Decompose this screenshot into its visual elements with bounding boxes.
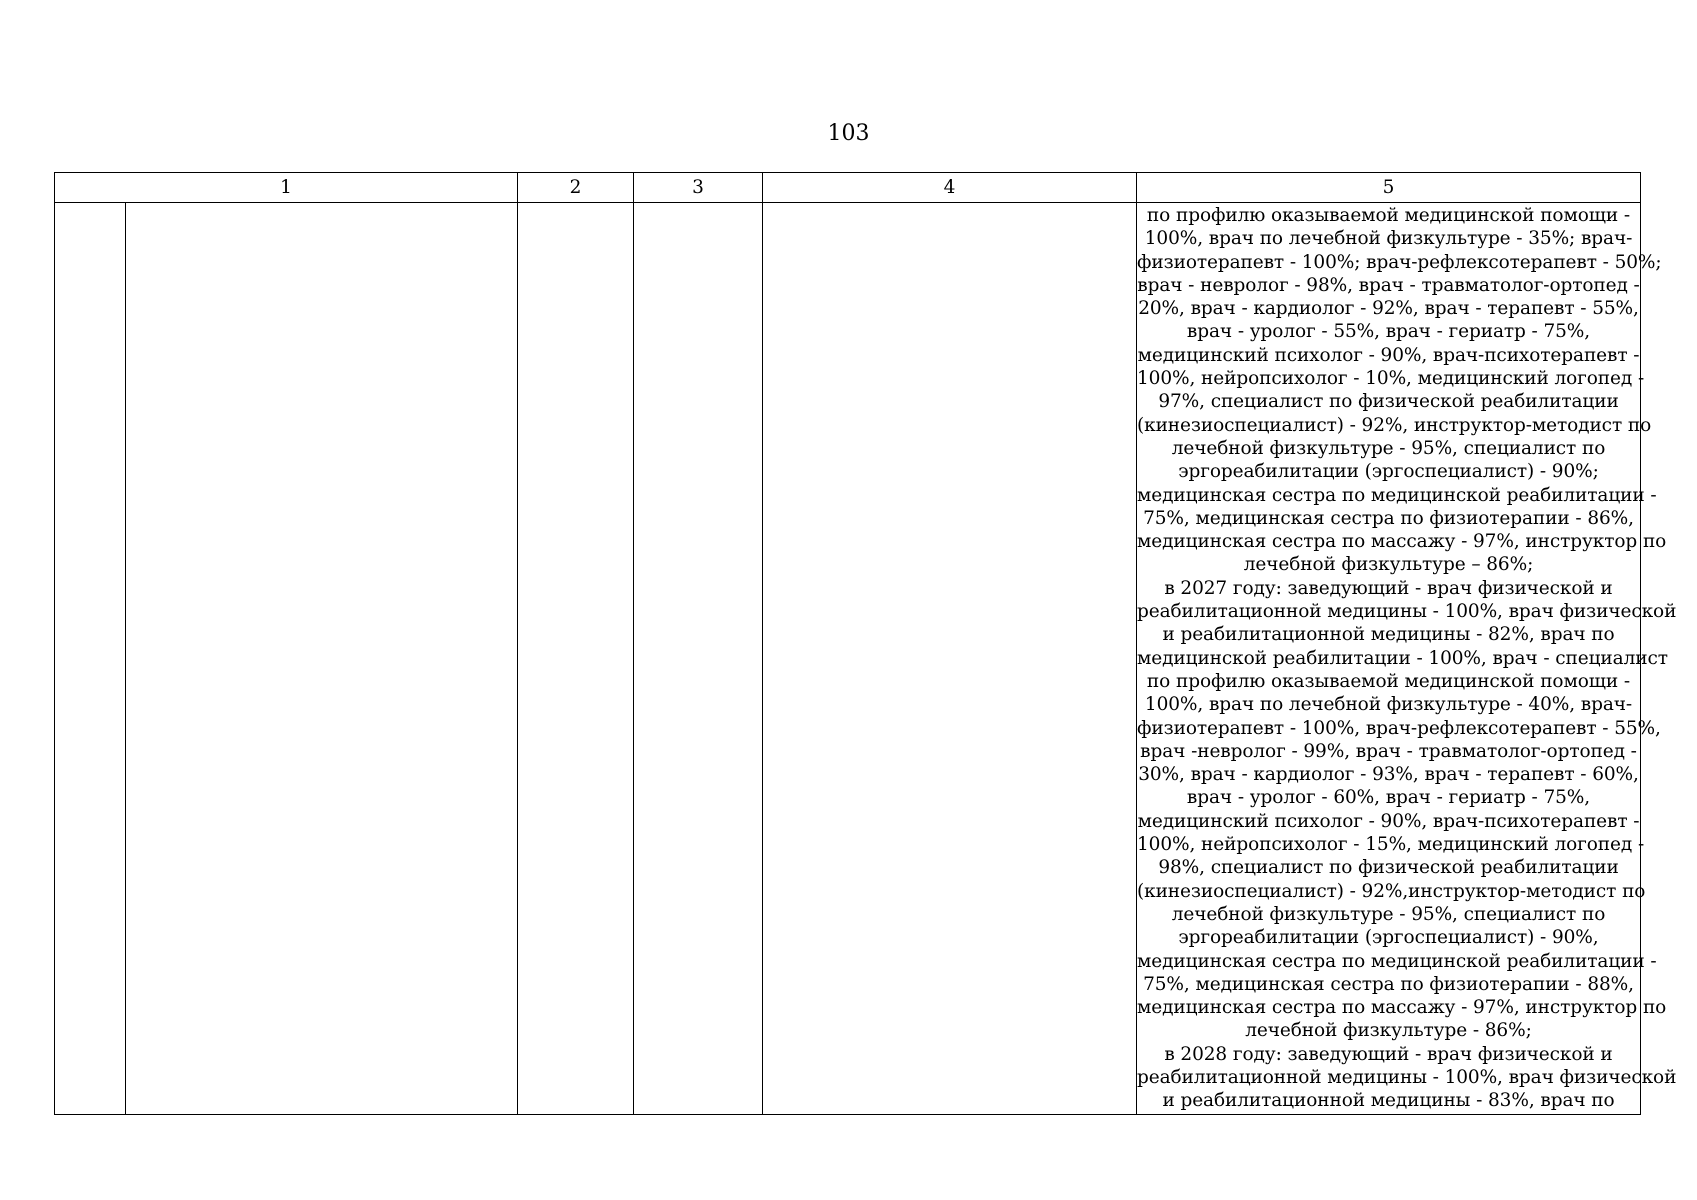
text-line: в 2027 году: заведующий - врач физической и [1164,577,1613,599]
text-line: 30%, врач - кардиолог - 93%, врач - терапевт - 60%, [1138,764,1639,786]
text-line: медицинская сестра по массажу - 97%, инструктор по [1137,531,1667,553]
cell-col-1a [55,203,126,1115]
text-line: эргореабилитации (эргоспециалист) - 90%, [1178,927,1599,949]
text-line: лечебной физкультуре - 95%, специалист по [1171,903,1606,925]
table-row [55,203,1641,1115]
cell-col-5 [1137,203,1677,1115]
text-line: реабилитационной медицины - 100%, врач физической [1137,601,1677,623]
text-line: 100%, врач по лечебной физкультуре - 40%, врач- [1144,694,1633,716]
cell-col-5-text [1137,203,1677,1113]
header-col-1: 1 [55,173,518,203]
header-row [55,173,1641,203]
text-line: врач -невролог - 99%, врач - травматолог-ортопед - [1140,740,1637,762]
text-line: медицинский психолог - 90%, врач-психотерапевт - [1137,810,1640,832]
header-col-2: 2 [518,173,634,203]
text-line: лечебной физкультуре - 86%; [1245,1020,1532,1042]
text-line: лечебной физкультуре - 95%, специалист по [1171,437,1606,459]
cell-col-2 [518,203,634,1115]
text-line: лечебной физкультуре – 86%; [1243,554,1534,576]
text-line: медицинская сестра по медицинской реабилитации - [1137,950,1657,972]
text-line: 75%, медицинская сестра по физиотерапии - 86%, [1143,507,1634,529]
text-line: (кинезиоспециалист) - 92%, инструктор-методист по [1137,414,1652,436]
header-col-3: 3 [634,173,763,203]
text-line: врач - уролог - 55%, врач - гериатр - 75%, [1186,321,1591,343]
text-line: медицинский психолог - 90%, врач-психотерапевт - [1137,344,1640,366]
header-col-4: 4 [763,173,1137,203]
text-line: медицинской реабилитации - 100%, врач - специалист [1137,647,1668,669]
cell-col-3 [634,203,763,1115]
text-line: и реабилитационной медицины - 82%, врач по [1162,624,1615,646]
text-line: физиотерапевт - 100%, врач-рефлексотерапевт - 55%, [1137,717,1661,739]
text-line: 97%, специалист по физической реабилитации [1158,391,1619,413]
text-line: (кинезиоспециалист) - 92%,инструктор-методист по [1137,880,1646,902]
text-line: по профилю оказываемой медицинской помощи - [1146,670,1631,692]
text-line: 75%, медицинская сестра по физиотерапии - 88%, [1143,973,1634,995]
text-line: по профилю оказываемой медицинской помощи - [1146,205,1631,226]
data-table [54,172,1677,1115]
text-line: в 2028 году: заведующий - врач физической и [1164,1043,1613,1065]
cell-col-4 [763,203,1137,1115]
text-line: эргореабилитации (эргоспециалист) - 90%; [1178,461,1599,483]
text-line: 100%, нейропсихолог - 10%, медицинский логопед - [1137,368,1645,390]
text-line: реабилитационной медицины - 100%, врач физической [1137,1066,1677,1088]
text-line: 20%, врач - кардиолог - 92%, врач - терапевт - 55%, [1138,298,1639,320]
text-line: физиотерапевт - 100%; врач-рефлексотерапевт - 50%; [1137,251,1662,273]
text-line: медицинская сестра по массажу - 97%, инструктор по [1137,997,1667,1019]
text-line: 100%, врач по лечебной физкультуре - 35%; врач- [1144,228,1633,250]
text-line: врач - уролог - 60%, врач - гериатр - 75%, [1186,787,1591,809]
text-line: врач - невролог - 98%, врач - травматолог-ортопед - [1137,274,1640,296]
cell-col-1b [126,203,518,1115]
text-line: медицинская сестра по медицинской реабилитации - [1137,484,1657,506]
header-col-5: 5 [1137,173,1641,203]
text-line: 100%, нейропсихолог - 15%, медицинский логопед - [1137,834,1645,856]
text-line: 98%, специалист по физической реабилитации [1158,857,1619,879]
page-number: 103 [827,121,870,146]
text-line: и реабилитационной медицины - 83%, врач по [1162,1090,1615,1112]
